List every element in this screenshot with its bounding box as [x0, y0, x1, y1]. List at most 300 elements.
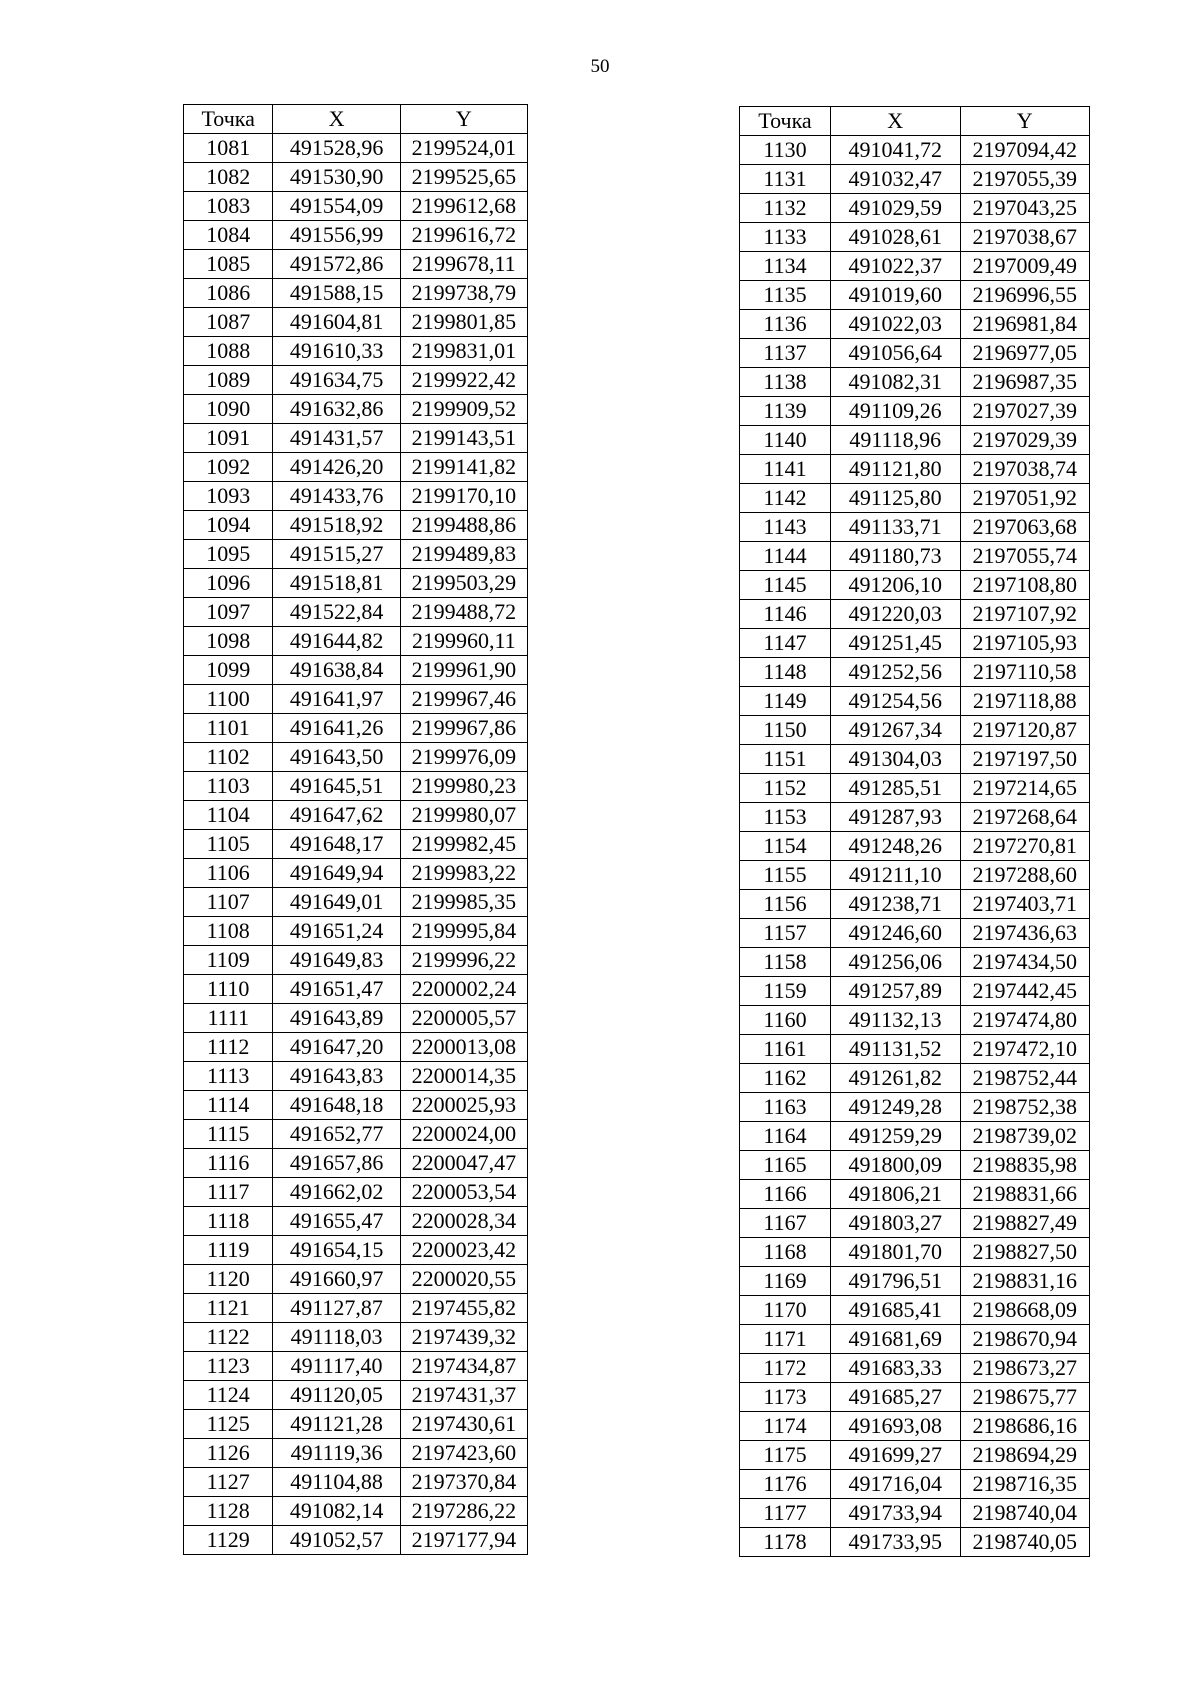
- y-cell: 2196996,55: [960, 281, 1090, 310]
- table-row: [184, 1207, 528, 1236]
- table-row: [740, 1296, 1090, 1325]
- point-cell: 1128: [184, 1497, 273, 1526]
- point-cell: 1173: [740, 1383, 831, 1412]
- point-cell: 1172: [740, 1354, 831, 1383]
- y-cell: 2197268,64: [960, 803, 1090, 832]
- point-cell: 1088: [184, 337, 273, 366]
- table-row: [740, 165, 1090, 194]
- table-row: [184, 395, 528, 424]
- table-row: [740, 977, 1090, 1006]
- x-cell: 491287,93: [831, 803, 961, 832]
- table-row: [740, 861, 1090, 890]
- x-cell: 491638,84: [273, 656, 400, 685]
- point-cell: 1082: [184, 163, 273, 192]
- x-cell: 491685,27: [831, 1383, 961, 1412]
- table-row: [740, 1383, 1090, 1412]
- y-cell: 2198752,38: [960, 1093, 1090, 1122]
- y-cell: 2199801,85: [400, 308, 527, 337]
- x-cell: 491796,51: [831, 1267, 961, 1296]
- x-cell: 491645,51: [273, 772, 400, 801]
- y-cell: 2198740,04: [960, 1499, 1090, 1528]
- x-cell: 491643,50: [273, 743, 400, 772]
- table-row: [184, 308, 528, 337]
- table-row: [740, 832, 1090, 861]
- point-cell: 1130: [740, 136, 831, 165]
- point-cell: 1109: [184, 946, 273, 975]
- y-cell: 2197431,37: [400, 1381, 527, 1410]
- y-cell: 2199524,01: [400, 134, 527, 163]
- table-row: [184, 1497, 528, 1526]
- y-cell: 2200014,35: [400, 1062, 527, 1091]
- point-cell: 1168: [740, 1238, 831, 1267]
- point-cell: 1116: [184, 1149, 273, 1178]
- y-cell: 2197370,84: [400, 1468, 527, 1497]
- table-row: [184, 279, 528, 308]
- table-row: [740, 1122, 1090, 1151]
- y-cell: 2199525,65: [400, 163, 527, 192]
- x-cell: 491643,89: [273, 1004, 400, 1033]
- table-header-row: [740, 107, 1090, 136]
- x-cell: 491641,97: [273, 685, 400, 714]
- x-cell: 491118,96: [831, 426, 961, 455]
- point-cell: 1174: [740, 1412, 831, 1441]
- point-cell: 1132: [740, 194, 831, 223]
- y-cell: 2198716,35: [960, 1470, 1090, 1499]
- y-cell: 2200047,47: [400, 1149, 527, 1178]
- table-row: [184, 859, 528, 888]
- x-cell: 491052,57: [273, 1526, 400, 1555]
- point-cell: 1177: [740, 1499, 831, 1528]
- header-y: Y: [400, 105, 527, 134]
- header-x: X: [831, 107, 961, 136]
- x-cell: 491685,41: [831, 1296, 961, 1325]
- point-cell: 1157: [740, 919, 831, 948]
- x-cell: 491652,77: [273, 1120, 400, 1149]
- y-cell: 2197038,67: [960, 223, 1090, 252]
- table-row: [740, 1354, 1090, 1383]
- x-cell: 491028,61: [831, 223, 961, 252]
- table-row: [184, 482, 528, 511]
- table-row: [184, 772, 528, 801]
- y-cell: 2199983,22: [400, 859, 527, 888]
- table-row: [184, 1323, 528, 1352]
- x-cell: 491554,09: [273, 192, 400, 221]
- table-row: [740, 919, 1090, 948]
- point-cell: 1101: [184, 714, 273, 743]
- table-row: [184, 221, 528, 250]
- y-cell: 2199143,51: [400, 424, 527, 453]
- point-cell: 1141: [740, 455, 831, 484]
- x-cell: 491518,81: [273, 569, 400, 598]
- table-row: [740, 1035, 1090, 1064]
- x-cell: 491528,96: [273, 134, 400, 163]
- y-cell: 2198694,29: [960, 1441, 1090, 1470]
- y-cell: 2199980,07: [400, 801, 527, 830]
- table-row: [740, 629, 1090, 658]
- point-cell: 1150: [740, 716, 831, 745]
- y-cell: 2197439,32: [400, 1323, 527, 1352]
- table-row: [184, 1091, 528, 1120]
- point-cell: 1175: [740, 1441, 831, 1470]
- table-row: [740, 658, 1090, 687]
- x-cell: 491248,26: [831, 832, 961, 861]
- table-row: [740, 397, 1090, 426]
- x-cell: 491660,97: [273, 1265, 400, 1294]
- y-cell: 2196981,84: [960, 310, 1090, 339]
- point-cell: 1147: [740, 629, 831, 658]
- table-row: [740, 774, 1090, 803]
- y-cell: 2197120,87: [960, 716, 1090, 745]
- point-cell: 1164: [740, 1122, 831, 1151]
- point-cell: 1114: [184, 1091, 273, 1120]
- table-row: [184, 1004, 528, 1033]
- y-cell: 2199831,01: [400, 337, 527, 366]
- x-cell: 491556,99: [273, 221, 400, 250]
- y-cell: 2199967,86: [400, 714, 527, 743]
- point-cell: 1108: [184, 917, 273, 946]
- point-cell: 1102: [184, 743, 273, 772]
- point-cell: 1133: [740, 223, 831, 252]
- point-cell: 1127: [184, 1468, 273, 1497]
- table-row: [184, 830, 528, 859]
- table-row: [740, 1093, 1090, 1122]
- x-cell: 491647,20: [273, 1033, 400, 1062]
- point-cell: 1091: [184, 424, 273, 453]
- point-cell: 1170: [740, 1296, 831, 1325]
- y-cell: 2199922,42: [400, 366, 527, 395]
- point-cell: 1085: [184, 250, 273, 279]
- y-cell: 2199488,72: [400, 598, 527, 627]
- y-cell: 2197038,74: [960, 455, 1090, 484]
- y-cell: 2197474,80: [960, 1006, 1090, 1035]
- x-cell: 491259,29: [831, 1122, 961, 1151]
- y-cell: 2199170,10: [400, 482, 527, 511]
- table-row: [740, 948, 1090, 977]
- x-cell: 491022,37: [831, 252, 961, 281]
- table-row: [740, 1006, 1090, 1035]
- table-row: [740, 281, 1090, 310]
- x-cell: 491132,13: [831, 1006, 961, 1035]
- x-cell: 491649,01: [273, 888, 400, 917]
- y-cell: 2198673,27: [960, 1354, 1090, 1383]
- point-cell: 1093: [184, 482, 273, 511]
- point-cell: 1086: [184, 279, 273, 308]
- point-cell: 1122: [184, 1323, 273, 1352]
- x-cell: 491251,45: [831, 629, 961, 658]
- point-cell: 1092: [184, 453, 273, 482]
- point-cell: 1117: [184, 1178, 273, 1207]
- x-cell: 491662,02: [273, 1178, 400, 1207]
- y-cell: 2197094,42: [960, 136, 1090, 165]
- point-cell: 1155: [740, 861, 831, 890]
- y-cell: 2199909,52: [400, 395, 527, 424]
- point-cell: 1163: [740, 1093, 831, 1122]
- point-cell: 1153: [740, 803, 831, 832]
- x-cell: 491252,56: [831, 658, 961, 687]
- x-cell: 491644,82: [273, 627, 400, 656]
- x-cell: 491082,14: [273, 1497, 400, 1526]
- table-row: [740, 310, 1090, 339]
- y-cell: 2196977,05: [960, 339, 1090, 368]
- point-cell: 1113: [184, 1062, 273, 1091]
- y-cell: 2199996,22: [400, 946, 527, 975]
- point-cell: 1096: [184, 569, 273, 598]
- table-row: [184, 1033, 528, 1062]
- y-cell: 2199960,11: [400, 627, 527, 656]
- point-cell: 1125: [184, 1410, 273, 1439]
- x-cell: 491206,10: [831, 571, 961, 600]
- table-row: [184, 1381, 528, 1410]
- y-cell: 2197214,65: [960, 774, 1090, 803]
- y-cell: 2199738,79: [400, 279, 527, 308]
- table-row: [184, 569, 528, 598]
- point-cell: 1097: [184, 598, 273, 627]
- table-row: [740, 1441, 1090, 1470]
- y-cell: 2197442,45: [960, 977, 1090, 1006]
- x-cell: 491651,24: [273, 917, 400, 946]
- point-cell: 1087: [184, 308, 273, 337]
- y-cell: 2200024,00: [400, 1120, 527, 1149]
- y-cell: 2199967,46: [400, 685, 527, 714]
- x-cell: 491530,90: [273, 163, 400, 192]
- y-cell: 2199616,72: [400, 221, 527, 250]
- header-point: Точка: [184, 105, 273, 134]
- x-cell: 491572,86: [273, 250, 400, 279]
- coordinates-table-left: [183, 104, 528, 1555]
- y-cell: 2199678,11: [400, 250, 527, 279]
- y-cell: 2197434,87: [400, 1352, 527, 1381]
- table-row: [184, 424, 528, 453]
- y-cell: 2198827,50: [960, 1238, 1090, 1267]
- point-cell: 1081: [184, 134, 273, 163]
- x-cell: 491121,28: [273, 1410, 400, 1439]
- x-cell: 491120,05: [273, 1381, 400, 1410]
- table-row: [184, 743, 528, 772]
- x-cell: 491733,95: [831, 1528, 961, 1557]
- table-row: [184, 1352, 528, 1381]
- y-cell: 2198752,44: [960, 1064, 1090, 1093]
- x-cell: 491806,21: [831, 1180, 961, 1209]
- x-cell: 491257,89: [831, 977, 961, 1006]
- x-cell: 491249,28: [831, 1093, 961, 1122]
- point-cell: 1154: [740, 832, 831, 861]
- y-cell: 2197118,88: [960, 687, 1090, 716]
- x-cell: 491261,82: [831, 1064, 961, 1093]
- point-cell: 1167: [740, 1209, 831, 1238]
- y-cell: 2198670,94: [960, 1325, 1090, 1354]
- x-cell: 491121,80: [831, 455, 961, 484]
- table-row: [184, 453, 528, 482]
- table-row: [740, 223, 1090, 252]
- table-row: [740, 1528, 1090, 1557]
- x-cell: 491238,71: [831, 890, 961, 919]
- x-cell: 491082,31: [831, 368, 961, 397]
- table-row: [740, 1180, 1090, 1209]
- x-cell: 491649,94: [273, 859, 400, 888]
- table-row: [740, 1325, 1090, 1354]
- table-row: [184, 656, 528, 685]
- y-cell: 2199995,84: [400, 917, 527, 946]
- y-cell: 2197063,68: [960, 513, 1090, 542]
- table-row: [184, 540, 528, 569]
- table-row: [740, 1267, 1090, 1296]
- table-row: [740, 600, 1090, 629]
- point-cell: 1160: [740, 1006, 831, 1035]
- point-cell: 1118: [184, 1207, 273, 1236]
- x-cell: 491657,86: [273, 1149, 400, 1178]
- table-row: [184, 366, 528, 395]
- point-cell: 1136: [740, 310, 831, 339]
- x-cell: 491211,10: [831, 861, 961, 890]
- table-row: [740, 803, 1090, 832]
- x-cell: 491304,03: [831, 745, 961, 774]
- y-cell: 2199985,35: [400, 888, 527, 917]
- point-cell: 1083: [184, 192, 273, 221]
- page-number: 50: [590, 56, 610, 77]
- y-cell: 2200020,55: [400, 1265, 527, 1294]
- y-cell: 2199961,90: [400, 656, 527, 685]
- table-row: [184, 685, 528, 714]
- y-cell: 2199141,82: [400, 453, 527, 482]
- table-row: [184, 134, 528, 163]
- table-row: [184, 975, 528, 1004]
- x-cell: 491125,80: [831, 484, 961, 513]
- table-row: [740, 1209, 1090, 1238]
- x-cell: 491800,09: [831, 1151, 961, 1180]
- point-cell: 1142: [740, 484, 831, 513]
- x-cell: 491588,15: [273, 279, 400, 308]
- table-row: [184, 946, 528, 975]
- point-cell: 1144: [740, 542, 831, 571]
- x-cell: 491256,06: [831, 948, 961, 977]
- y-cell: 2200053,54: [400, 1178, 527, 1207]
- table-row: [184, 337, 528, 366]
- x-cell: 491683,33: [831, 1354, 961, 1383]
- x-cell: 491180,73: [831, 542, 961, 571]
- y-cell: 2197197,50: [960, 745, 1090, 774]
- point-cell: 1123: [184, 1352, 273, 1381]
- table-header-row: [184, 105, 528, 134]
- header-x: X: [273, 105, 400, 134]
- table-row: [184, 192, 528, 221]
- y-cell: 2197288,60: [960, 861, 1090, 890]
- table-row: [184, 1410, 528, 1439]
- point-cell: 1148: [740, 658, 831, 687]
- y-cell: 2197270,81: [960, 832, 1090, 861]
- point-cell: 1103: [184, 772, 273, 801]
- y-cell: 2197055,74: [960, 542, 1090, 571]
- x-cell: 491133,71: [831, 513, 961, 542]
- x-cell: 491634,75: [273, 366, 400, 395]
- table-row: [184, 1149, 528, 1178]
- point-cell: 1146: [740, 600, 831, 629]
- x-cell: 491022,03: [831, 310, 961, 339]
- point-cell: 1099: [184, 656, 273, 685]
- y-cell: 2197472,10: [960, 1035, 1090, 1064]
- point-cell: 1162: [740, 1064, 831, 1093]
- point-cell: 1145: [740, 571, 831, 600]
- table-row: [184, 1526, 528, 1555]
- y-cell: 2199503,29: [400, 569, 527, 598]
- point-cell: 1137: [740, 339, 831, 368]
- x-cell: 491127,87: [273, 1294, 400, 1323]
- x-cell: 491803,27: [831, 1209, 961, 1238]
- table-row: [740, 513, 1090, 542]
- table-row: [740, 426, 1090, 455]
- point-cell: 1105: [184, 830, 273, 859]
- x-cell: 491648,17: [273, 830, 400, 859]
- point-cell: 1171: [740, 1325, 831, 1354]
- x-cell: 491604,81: [273, 308, 400, 337]
- x-cell: 491801,70: [831, 1238, 961, 1267]
- table-row: [740, 542, 1090, 571]
- point-cell: 1089: [184, 366, 273, 395]
- point-cell: 1140: [740, 426, 831, 455]
- point-cell: 1134: [740, 252, 831, 281]
- x-cell: 491641,26: [273, 714, 400, 743]
- point-cell: 1126: [184, 1439, 273, 1468]
- point-cell: 1124: [184, 1381, 273, 1410]
- table-row: [740, 339, 1090, 368]
- table-row: [184, 917, 528, 946]
- point-cell: 1169: [740, 1267, 831, 1296]
- point-cell: 1084: [184, 221, 273, 250]
- table-body-right: [740, 136, 1090, 1557]
- y-cell: 2197110,58: [960, 658, 1090, 687]
- point-cell: 1143: [740, 513, 831, 542]
- table-row: [740, 484, 1090, 513]
- x-cell: 491733,94: [831, 1499, 961, 1528]
- point-cell: 1131: [740, 165, 831, 194]
- x-cell: 491056,64: [831, 339, 961, 368]
- point-cell: 1098: [184, 627, 273, 656]
- y-cell: 2196987,35: [960, 368, 1090, 397]
- table-row: [740, 1470, 1090, 1499]
- x-cell: 491433,76: [273, 482, 400, 511]
- point-cell: 1120: [184, 1265, 273, 1294]
- table-row: [740, 368, 1090, 397]
- y-cell: 2197434,50: [960, 948, 1090, 977]
- table-row: [740, 687, 1090, 716]
- x-cell: 491220,03: [831, 600, 961, 629]
- table-body-left: [184, 134, 528, 1555]
- y-cell: 2198668,09: [960, 1296, 1090, 1325]
- point-cell: 1158: [740, 948, 831, 977]
- point-cell: 1166: [740, 1180, 831, 1209]
- x-cell: 491610,33: [273, 337, 400, 366]
- y-cell: 2197455,82: [400, 1294, 527, 1323]
- point-cell: 1129: [184, 1526, 273, 1555]
- point-cell: 1121: [184, 1294, 273, 1323]
- table-row: [740, 571, 1090, 600]
- y-cell: 2197009,49: [960, 252, 1090, 281]
- table-row: [184, 627, 528, 656]
- point-cell: 1110: [184, 975, 273, 1004]
- point-cell: 1176: [740, 1470, 831, 1499]
- table-row: [740, 745, 1090, 774]
- y-cell: 2197177,94: [400, 1526, 527, 1555]
- y-cell: 2199489,83: [400, 540, 527, 569]
- x-cell: 491693,08: [831, 1412, 961, 1441]
- y-cell: 2199976,09: [400, 743, 527, 772]
- y-cell: 2200025,93: [400, 1091, 527, 1120]
- table-row: [740, 890, 1090, 919]
- y-cell: 2199612,68: [400, 192, 527, 221]
- point-cell: 1159: [740, 977, 831, 1006]
- point-cell: 1151: [740, 745, 831, 774]
- x-cell: 491426,20: [273, 453, 400, 482]
- y-cell: 2197108,80: [960, 571, 1090, 600]
